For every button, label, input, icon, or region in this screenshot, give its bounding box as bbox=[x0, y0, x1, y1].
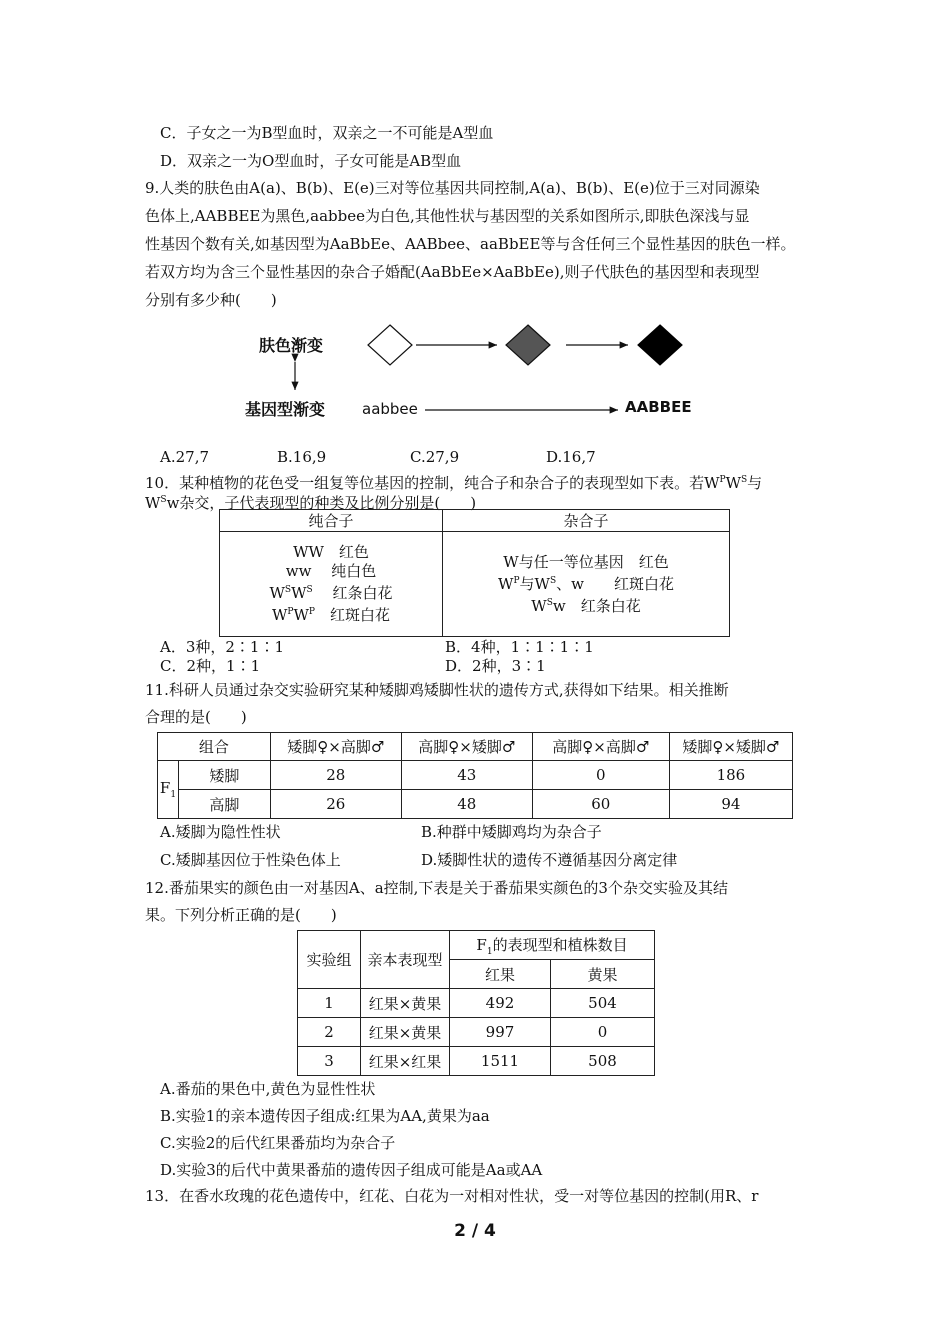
q12-option-c: C.实验2的后代红果番茄均为杂合子 bbox=[160, 1134, 396, 1152]
table-cell: 红果×黄果 bbox=[361, 1018, 450, 1047]
q12-stem-line: 12.番茄果实的颜色由一对基因A、a控制,下表是关于番茄果实颜色的3个杂交实验及其结 bbox=[145, 879, 728, 897]
q9-stem-line: 色体上,AABBEE为黑色,aabbee为白色,其他性状与基因型的关系如图所示,即肤色深浅与显 bbox=[145, 207, 750, 225]
table-cell: 0 bbox=[551, 1018, 655, 1047]
table-cell: 492 bbox=[450, 989, 551, 1018]
table-cell: 28 bbox=[270, 761, 401, 790]
table-cell: 红果×红果 bbox=[361, 1047, 450, 1076]
homozygote-cell: WW 红色 ww 纯白色 $W^SW^S$ 红条白花 $W^PW^P$ 红斑白花 bbox=[220, 532, 443, 637]
q8-option-c: C．子女之一为B型血时，双亲之一不可能是A型血 bbox=[160, 124, 494, 142]
table-row bbox=[158, 761, 793, 790]
table-cell: 1511 bbox=[450, 1047, 551, 1076]
q9-stem-line: 分别有多少种( ) bbox=[145, 291, 277, 309]
q11-stem-line: 11.科研人员通过杂交实验研究某种矮脚鸡矮脚性状的遗传方式,获得如下结果。相关推断 bbox=[145, 681, 729, 699]
table-row bbox=[158, 790, 793, 819]
q9-option-b: B.16,9 bbox=[277, 448, 327, 466]
table-row bbox=[298, 1047, 655, 1076]
heterozygote-cell: W与任一等位基因 红色 $W^P$与$W^S$、w 红斑白花 $W^Sw$ 红条白花 bbox=[443, 532, 730, 637]
q13-stem-line: 13．在香水玫瑰的花色遗传中，红花、白花为一对相对性状，受一对等位基因的控制(用R、r bbox=[145, 1187, 759, 1205]
diagram-label-skin: 肤色渐变 bbox=[259, 336, 324, 355]
table-cell: 186 bbox=[669, 761, 792, 790]
q12-option-a: A.番茄的果色中,黄色为显性性状 bbox=[160, 1080, 376, 1098]
table-cell: 红果×黄果 bbox=[361, 989, 450, 1018]
table-header: $F_1$的表现型和植株数目 bbox=[450, 931, 655, 960]
table-cell: 60 bbox=[532, 790, 669, 819]
q9-stem-line: 性基因个数有关,如基因型为AaBbEe、AABbee、aaBbEE等与含任何三个显性基因的肤色一样。 bbox=[145, 235, 796, 253]
q11-chicken-table bbox=[157, 732, 793, 819]
q11-option-c: C.矮脚基因位于性染色体上 bbox=[160, 851, 341, 869]
table-header: 黄果 bbox=[551, 960, 655, 989]
table-header: 纯合子 bbox=[220, 510, 443, 532]
diagram-label-genotype: 基因型渐变 bbox=[245, 400, 326, 419]
table-header: 亲本表现型 bbox=[361, 931, 450, 989]
q11-stem-line: 合理的是( ) bbox=[145, 708, 247, 726]
q9-option-a: A.27,7 bbox=[160, 448, 209, 466]
table-header: 红果 bbox=[450, 960, 551, 989]
table-cell: 2 bbox=[298, 1018, 361, 1047]
diagram-shapes bbox=[0, 0, 950, 440]
page-number: 2 / 4 bbox=[454, 1221, 496, 1241]
q10-option-c: C．2种，1∶1 bbox=[160, 657, 261, 675]
q10-stem-line: 10．某种植物的花色受一组复等位基因的控制，纯合子和杂合子的表现型如下表。若$W^PW^S$与 bbox=[145, 474, 763, 492]
diagram-genotype-left: aabbee bbox=[362, 400, 418, 418]
table-header: 高脚♀×高脚♂ bbox=[532, 733, 669, 761]
table-header: 杂合子 bbox=[443, 510, 730, 532]
q8-option-d: D．双亲之一为O型血时，子女可能是AB型血 bbox=[160, 152, 462, 170]
table-cell: 94 bbox=[669, 790, 792, 819]
table-cell: 1 bbox=[298, 989, 361, 1018]
q10-option-b: B．4种，1∶1∶1∶1 bbox=[445, 638, 594, 656]
table-cell: 504 bbox=[551, 989, 655, 1018]
row-label: 高脚 bbox=[179, 790, 271, 819]
q12-option-b: B.实验1的亲本遗传因子组成:红果为AA,黄果为aa bbox=[160, 1107, 490, 1125]
table-cell: 48 bbox=[401, 790, 532, 819]
table-header: 矮脚♀×高脚♂ bbox=[270, 733, 401, 761]
q11-option-a: A.矮脚为隐性性状 bbox=[160, 823, 281, 841]
table-row bbox=[298, 1018, 655, 1047]
q9-stem-line: 若双方均为含三个显性基因的杂合子婚配(AaBbEe×AaBbEe),则子代肤色的基因型和表现型 bbox=[145, 263, 760, 281]
diamond-black bbox=[638, 325, 682, 365]
q12-stem-line: 果。下列分析正确的是( ) bbox=[145, 906, 337, 924]
q9-stem-line: 9.人类的肤色由A(a)、B(b)、E(e)三对等位基因共同控制,A(a)、B(b)、E(e)位于三对同源染 bbox=[145, 179, 760, 197]
row-label: 矮脚 bbox=[179, 761, 271, 790]
q11-option-b: B.种群中矮脚鸡均为杂合子 bbox=[421, 823, 602, 841]
q9-option-c: C.27,9 bbox=[410, 448, 460, 466]
q10-option-d: D．2种，3∶1 bbox=[445, 657, 546, 675]
table-cell: 43 bbox=[401, 761, 532, 790]
q10-allele-table bbox=[219, 509, 730, 637]
f1-label: $F_1$ bbox=[158, 761, 179, 819]
diamond-gray bbox=[506, 325, 550, 365]
diamond-white bbox=[368, 325, 412, 365]
q12-option-d: D.实验3的后代中黄果番茄的遗传因子组成可能是Aa或AA bbox=[160, 1161, 543, 1179]
table-cell: 508 bbox=[551, 1047, 655, 1076]
table-cell: 3 bbox=[298, 1047, 361, 1076]
diagram-genotype-right: AABBEE bbox=[625, 398, 692, 416]
table-cell: 26 bbox=[270, 790, 401, 819]
table-header: 实验组 bbox=[298, 931, 361, 989]
q11-option-d: D.矮脚性状的遗传不遵循基因分离定律 bbox=[421, 851, 678, 869]
q9-option-d: D.16,7 bbox=[546, 448, 596, 466]
table-row bbox=[298, 989, 655, 1018]
q10-option-a: A．3种，2∶1∶1 bbox=[160, 638, 285, 656]
q12-tomato-table bbox=[297, 930, 655, 1076]
table-header: 矮脚♀×矮脚♂ bbox=[669, 733, 792, 761]
table-cell: 0 bbox=[532, 761, 669, 790]
table-cell: 997 bbox=[450, 1018, 551, 1047]
table-header: 高脚♀×矮脚♂ bbox=[401, 733, 532, 761]
table-header: 组合 bbox=[158, 733, 271, 761]
q10-stem-line: $W^Sw$杂交，子代表现型的种类及比例分别是( ) bbox=[145, 494, 477, 512]
